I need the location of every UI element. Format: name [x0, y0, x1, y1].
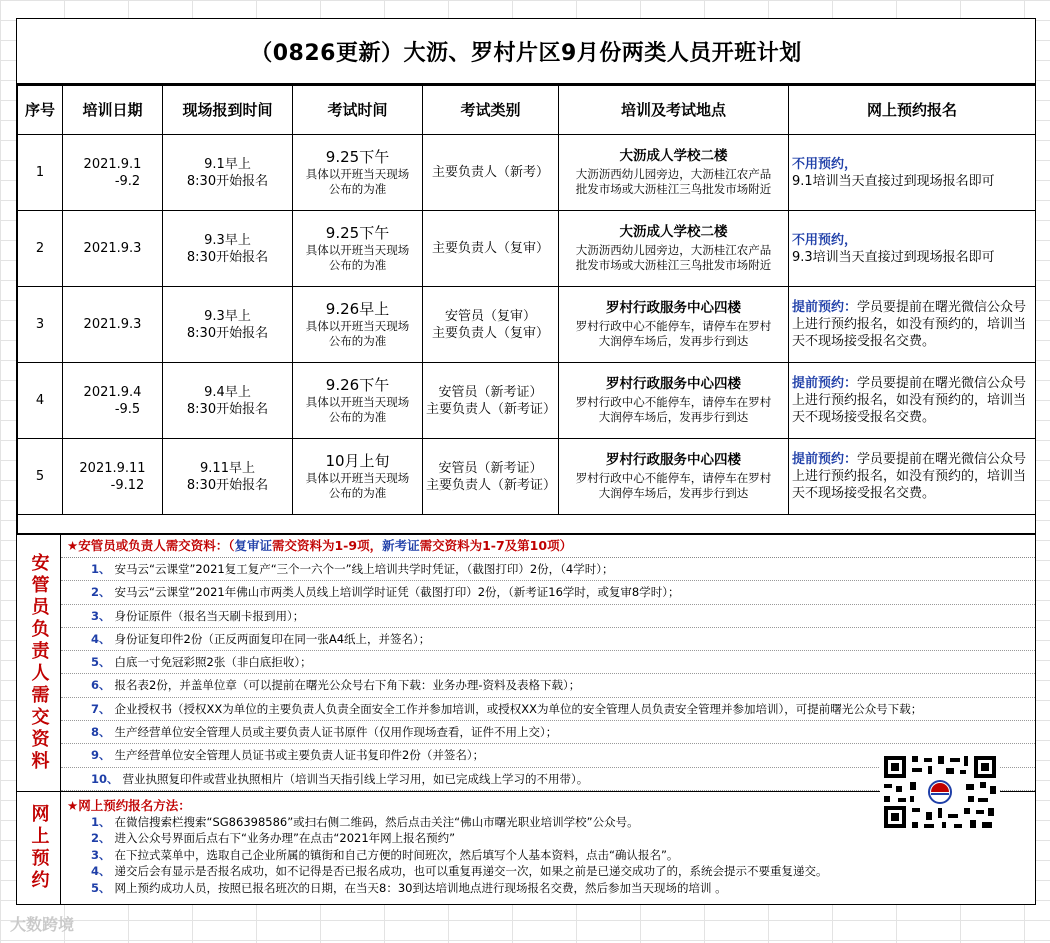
header-report: 现场报到时间 — [163, 86, 293, 135]
cell-location: 罗村行政服务中心四楼 罗村行政中心不能停车，请停车在罗村 大润停车场后，发再步行到达 — [559, 439, 789, 515]
cell-exam-time: 10月上旬 具体以开班当天现场 公布的为准 — [293, 439, 423, 515]
table-row — [18, 287, 1036, 363]
booking-side-label: 网上预约 — [17, 792, 61, 904]
table-row — [18, 211, 1036, 287]
cell-exam-category: 安管员（复审） 主要负责人（复审） — [423, 287, 559, 363]
cell-report-time: 9.3早上 8:30开始报名 — [163, 211, 293, 287]
cell-location: 罗村行政服务中心四楼 罗村行政中心不能停车，请停车在罗村 大润停车场后，发再步行到达 — [559, 363, 789, 439]
cell-booking: 不用预约， 9.3培训当天直接过到现场报名即可 — [789, 211, 1036, 287]
table-row — [18, 439, 1036, 515]
materials-list-item: 4、 身份证复印件2份（正反两面复印在同一张A4纸上，并签名）； — [61, 628, 1035, 651]
materials-list-item: 3、 身份证原件（报名当天刷卡报到用）； — [61, 605, 1035, 628]
cell-no: 1 — [18, 135, 63, 211]
watermark-text: 大数跨境 — [10, 915, 75, 934]
materials-list-item: 5、 白底一寸免冠彩照2张（非白底拒收）； — [61, 651, 1035, 674]
materials-list-item: 1、 安马云“云课堂”2021复工复产“三个一六个一”线上培训共学时凭证，（截图打印）2份，（4学时）； — [61, 558, 1035, 581]
booking-step-item: 1、 在微信搜索栏搜索“SG86398586”或扫右侧二维码，然后点击关注“佛山市曙光职业培训学校”公众号。 — [91, 814, 639, 829]
booking-heading: ★网上预约报名方法： — [67, 797, 191, 813]
cell-no: 3 — [18, 287, 63, 363]
cell-date: 2021.9.3 — [63, 287, 163, 363]
cell-date: 2021.9.4 -9.5 — [63, 363, 163, 439]
materials-list-item: 9、 生产经营单位安全管理人员证书或主要负责人证书复印件2份（并签名）； — [61, 744, 1035, 767]
qr-code-icon[interactable] — [880, 752, 1000, 832]
materials-side-label: 安管员负责人需交资料 — [17, 535, 61, 791]
booking-step-item: 5、 网上预约成功人员，按照已报名班次的日期，在当天8：30到达培训地点进行现场报名交费，然后参加当天现场的培训 。 — [91, 880, 727, 895]
cell-exam-category: 主要负责人（新考） — [423, 135, 559, 211]
materials-heading: ★安管员或负责人需交资料：（复审证需交资料为1-9项，新考证需交资料为1-7及第10项） — [61, 535, 1035, 558]
booking-step-item: 4、 递交后会有显示是否报名成功，如不记得是否已报名成功，也可以重复再递交一次，如果之前是已递交成功了的，系统会提示不要重复递交。 — [91, 864, 828, 879]
cell-report-time: 9.1早上 8:30开始报名 — [163, 135, 293, 211]
cell-booking: 提前预约：学员要提前在曙光微信公众号上进行预约报名，如没有预约的，培训当天不现场接受报名交费。 — [789, 439, 1036, 515]
materials-list-item: 6、 报名表2份，并盖单位章（可以提前在曙光公众号右下角下载：业务办理-资料及表格下载）； — [61, 674, 1035, 697]
cell-report-time: 9.11早上 8:30开始报名 — [163, 439, 293, 515]
header-no: 序号 — [18, 86, 63, 135]
cell-exam-time: 9.26早上 具体以开班当天现场 公布的为准 — [293, 287, 423, 363]
spacer-row — [18, 515, 1036, 534]
header-location: 培训及考试地点 — [559, 86, 789, 135]
cell-exam-time: 9.25下午 具体以开班当天现场 公布的为准 — [293, 135, 423, 211]
cell-booking: 不用预约， 9.1培训当天直接过到现场报名即可 — [789, 135, 1036, 211]
header-exam-time: 考试时间 — [293, 86, 423, 135]
page-title: （0826更新）大沥、罗村片区9月份两类人员开班计划 — [17, 19, 1035, 85]
table-row — [18, 363, 1036, 439]
cell-date: 2021.9.1 -9.2 — [63, 135, 163, 211]
cell-exam-category: 安管员（新考证） 主要负责人（新考证） — [423, 439, 559, 515]
cell-no: 5 — [18, 439, 63, 515]
cell-date: 2021.9.3 — [63, 211, 163, 287]
plan-table — [17, 85, 1036, 534]
cell-booking: 提前预约：学员要提前在曙光微信公众号上进行预约报名，如没有预约的，培训当天不现场接受报名交费。 — [789, 287, 1036, 363]
header-date: 培训日期 — [63, 86, 163, 135]
cell-exam-time: 9.26下午 具体以开班当天现场 公布的为准 — [293, 363, 423, 439]
cell-report-time: 9.4早上 8:30开始报名 — [163, 363, 293, 439]
cell-exam-time: 9.25下午 具体以开班当天现场 公布的为准 — [293, 211, 423, 287]
booking-step-item: 3、 在下拉式菜单中，选取自己企业所属的镇街和自己方便的时间班次，然后填写个人基本资料，点击“确认报名”。 — [91, 847, 679, 862]
materials-list-item: 7、 企业授权书（授权XX为单位的主要负责人负责全面安全工作并参加培训，或授权XX为单位的安全管理人员负责安全管理并参加培训），可提前曙光公众号下载； — [61, 698, 1035, 721]
cell-exam-category: 安管员（新考证） 主要负责人（新考证） — [423, 363, 559, 439]
cell-date: 2021.9.11 -9.12 — [63, 439, 163, 515]
cell-exam-category: 主要负责人（复审） — [423, 211, 559, 287]
materials-list-item: 2、 安马云“云课堂”2021年佛山市两类人员线上培训学时证凭（截图打印）2份，（新考证16学时，或复审8学时）； — [61, 581, 1035, 604]
cell-booking: 提前预约：学员要提前在曙光微信公众号上进行预约报名，如没有预约的，培训当天不现场接受报名交费。 — [789, 363, 1036, 439]
cell-location: 大沥成人学校二楼 大沥沥西幼儿园旁边，大沥桂江农产品 批发市场或大沥桂江三鸟批发市场附近 — [559, 211, 789, 287]
booking-step-item: 2、 进入公众号界面后点右下“业务办理”在点击“2021年网上报名预约” — [91, 831, 456, 846]
table-header — [18, 86, 1036, 135]
cell-location: 罗村行政服务中心四楼 罗村行政中心不能停车，请停车在罗村 大润停车场后，发再步行到达 — [559, 287, 789, 363]
materials-list-item: 10、 营业执照复印件或营业执照相片（培训当天指引线上学习用，如已完成线上学习的不用带）。 — [61, 768, 1035, 791]
cell-report-time: 9.3早上 8:30开始报名 — [163, 287, 293, 363]
table-row — [18, 135, 1036, 211]
cell-location: 大沥成人学校二楼 大沥沥西幼儿园旁边，大沥桂江农产品 批发市场或大沥桂江三鸟批发市场附近 — [559, 135, 789, 211]
materials-list-item: 8、 生产经营单位安全管理人员或主要负责人证书原件（仅用作现场查看，证件不用上交）； — [61, 721, 1035, 744]
cell-no: 2 — [18, 211, 63, 287]
cell-no: 4 — [18, 363, 63, 439]
header-exam-category: 考试类别 — [423, 86, 559, 135]
header-booking: 网上预约报名 — [789, 86, 1036, 135]
